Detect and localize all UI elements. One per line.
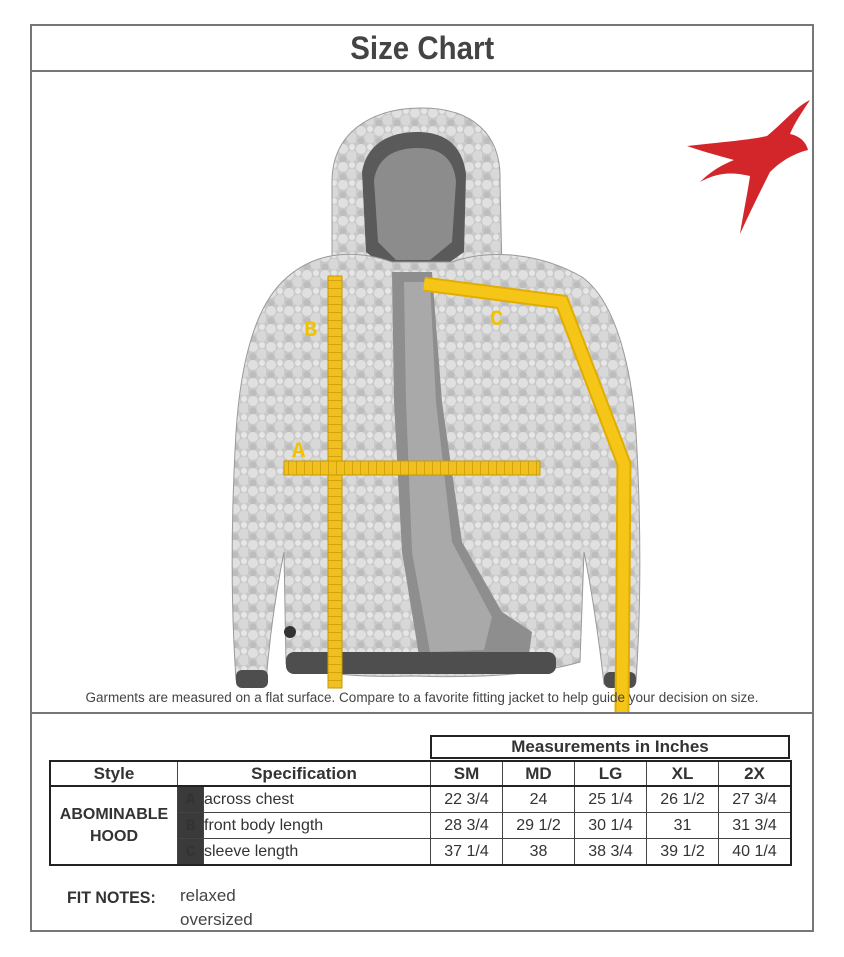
label-b: B [304, 318, 318, 343]
measure-b-ruler [328, 276, 342, 688]
fit-notes-label: FIT NOTES: [67, 888, 156, 907]
spec-letter: C [178, 839, 204, 866]
value-cell: 29 1/2 [503, 813, 575, 839]
measure-a-ruler [284, 461, 540, 475]
label-c: C [490, 307, 504, 332]
size-header: XL [647, 761, 719, 786]
value-cell: 25 1/4 [575, 786, 647, 813]
fit-notes [180, 884, 253, 932]
style-name: ABOMINABLE HOOD [50, 786, 178, 865]
measurements-header: Measurements in Inches [430, 735, 790, 759]
value-cell: 24 [503, 786, 575, 813]
spec-name: sleeve length [204, 839, 431, 866]
label-a: A [292, 439, 306, 464]
swallow-logo-icon [687, 100, 810, 234]
size-table [49, 760, 792, 866]
spec-name: front body length [204, 813, 431, 839]
spec-header: Specification [178, 761, 431, 786]
value-cell: 26 1/2 [647, 786, 719, 813]
value-cell: 28 3/4 [431, 813, 503, 839]
table-row [50, 786, 791, 813]
fit-note-line: relaxed [180, 886, 236, 905]
value-cell: 22 3/4 [431, 786, 503, 813]
size-chart-frame [30, 24, 814, 932]
section-divider [32, 712, 812, 714]
jacket-illustration [32, 72, 812, 712]
size-header: LG [575, 761, 647, 786]
spec-letter: A [178, 786, 204, 813]
measurement-caption: Garments are measured on a flat surface. Compare to a favorite fitting jacket to help guide your decision on size. [85, 690, 759, 705]
page-title: Size Chart [350, 29, 494, 66]
size-header: 2X [719, 761, 792, 786]
size-header: MD [503, 761, 575, 786]
value-cell: 38 3/4 [575, 839, 647, 866]
value-cell: 37 1/4 [431, 839, 503, 866]
title-bar [32, 26, 812, 72]
value-cell: 39 1/2 [647, 839, 719, 866]
value-cell: 31 [647, 813, 719, 839]
spec-letter: B [178, 813, 204, 839]
value-cell: 40 1/4 [719, 839, 792, 866]
table-header-row [50, 761, 791, 786]
spec-name: across chest [204, 786, 431, 813]
value-cell: 31 3/4 [719, 813, 792, 839]
value-cell: 30 1/4 [575, 813, 647, 839]
fit-note-line: oversized [180, 910, 253, 929]
size-header: SM [431, 761, 503, 786]
value-cell: 27 3/4 [719, 786, 792, 813]
value-cell: 38 [503, 839, 575, 866]
style-header: Style [50, 761, 178, 786]
